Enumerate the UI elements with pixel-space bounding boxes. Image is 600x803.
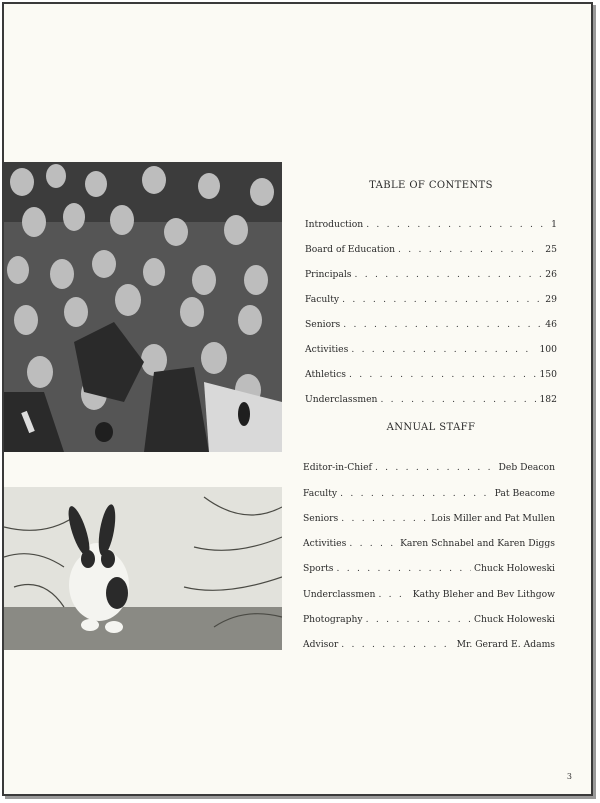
toc-entry-label: Introduction: [305, 219, 364, 230]
staff-name: Karen Schnabel and Karen Diggs: [400, 538, 555, 550]
leader-dots: [398, 244, 542, 255]
toc-entry-page: 100: [539, 344, 557, 355]
toc-entry-page: 1: [551, 219, 557, 230]
leader-dots: [337, 563, 471, 574]
toc-title: TABLE OF CONTENTS: [369, 180, 493, 191]
staff-name: Mr. Gerard E. Adams: [456, 639, 555, 651]
staff-role: Advisor: [303, 639, 339, 651]
crowd-photo-art: [4, 162, 282, 452]
toc-entry-page: 29: [545, 294, 557, 305]
toc-entry: [305, 230, 557, 255]
staff-name: Deb Deacon: [498, 462, 555, 474]
staff-role: Seniors: [303, 512, 339, 524]
yearbook-page: [2, 2, 593, 796]
toc-entry-page: 150: [539, 369, 557, 380]
toc-entry-label: Faculty: [305, 294, 340, 305]
leader-dots: [341, 513, 428, 524]
toc-list: [305, 205, 557, 405]
staff-entry: [303, 600, 555, 625]
rabbit-photo-art: [4, 487, 282, 650]
toc-entry-label: Athletics: [305, 369, 346, 380]
leader-dots: [351, 344, 536, 355]
toc-entry: [305, 280, 557, 305]
leader-dots: [375, 462, 496, 473]
staff-entry: [303, 473, 555, 498]
toc-entry-page: 46: [545, 319, 557, 330]
rabbit-photo: [4, 487, 282, 650]
toc-entry-page: 25: [545, 244, 557, 255]
toc-entry-page: 182: [539, 394, 557, 405]
toc-entry: [305, 355, 557, 380]
leader-dots: [349, 369, 537, 380]
leader-dots: [340, 488, 492, 499]
leader-dots: [342, 294, 542, 305]
staff-role: Activities: [303, 538, 347, 550]
toc-entry-label: Principals: [305, 269, 352, 280]
page-number: 3: [566, 772, 572, 781]
leader-dots: [343, 319, 542, 330]
leader-dots: [355, 269, 543, 280]
crowd-photo: [4, 162, 282, 452]
staff-name: Kathy Bleher and Bev Lithgow: [412, 588, 555, 600]
staff-role: Photography: [303, 614, 363, 626]
staff-entry: [303, 524, 555, 549]
leader-dots: [366, 614, 471, 625]
staff-title: ANNUAL STAFF: [386, 422, 476, 433]
leader-dots: [366, 219, 548, 230]
toc-entry: [305, 380, 557, 405]
staff-entry: [303, 549, 555, 574]
toc-entry-label: Activities: [305, 344, 349, 355]
staff-name: Chuck Holoweski: [473, 614, 555, 626]
leader-dots: [349, 538, 397, 549]
toc-entry-page: 26: [545, 269, 557, 280]
staff-role: Editor-in-Chief: [303, 462, 372, 474]
toc-entry-label: Underclassmen: [305, 394, 378, 405]
staff-name: Pat Beacome: [494, 487, 555, 499]
toc-entry: [305, 205, 557, 230]
leader-dots: [378, 589, 409, 600]
leader-dots: [380, 394, 536, 405]
staff-role: Faculty: [303, 487, 338, 499]
leader-dots: [341, 639, 453, 650]
staff-role: Underclassmen: [303, 588, 376, 600]
toc-entry-label: Seniors: [305, 319, 341, 330]
staff-entry: [303, 574, 555, 599]
toc-entry: [305, 330, 557, 355]
staff-name: Lois Miller and Pat Mullen: [431, 512, 555, 524]
staff-entry: [303, 499, 555, 524]
toc-entry: [305, 305, 557, 330]
toc-entry: [305, 255, 557, 280]
staff-entry: [303, 448, 555, 473]
staff-list: [303, 448, 555, 650]
staff-name: Chuck Holoweski: [473, 563, 555, 575]
staff-role: Sports: [303, 563, 334, 575]
toc-entry-label: Board of Education: [305, 244, 396, 255]
staff-entry: [303, 625, 555, 650]
